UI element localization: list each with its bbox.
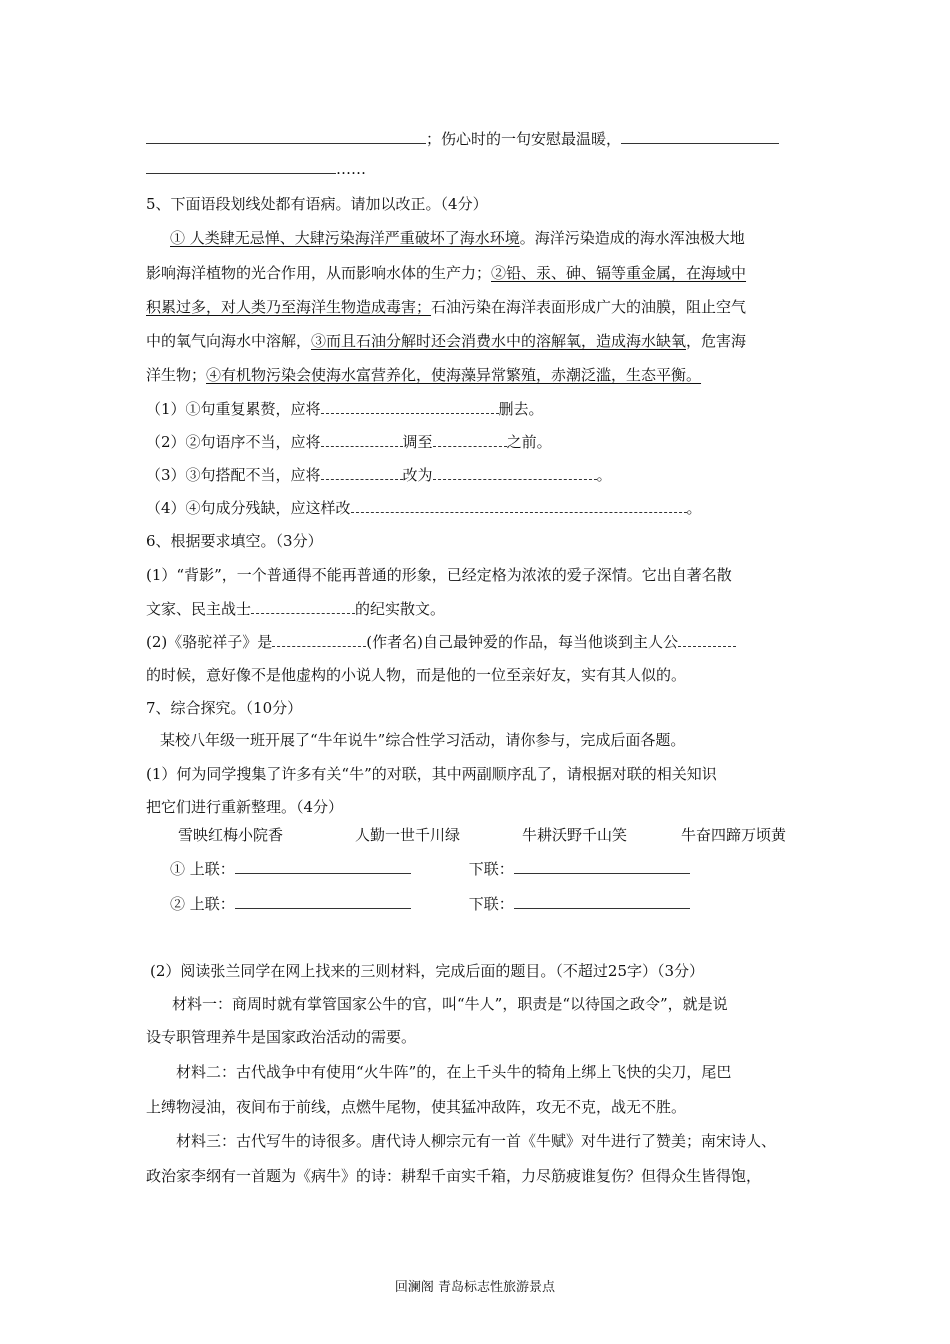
q7-part1-line: (1）何为同学搜集了许多有关“牛”的对联，其中两副顺序乱了，请根据对联的相关知识 (146, 765, 717, 783)
answer-blank[interactable] (351, 498, 687, 513)
answer-blank[interactable] (433, 465, 597, 480)
q5-para-line (146, 296, 806, 318)
answer-blank[interactable] (272, 632, 366, 647)
underlined-sentence-1: ① 人类肆无忌惮、大肆污染海洋严重破坏了海水环境 (170, 229, 520, 247)
q5-sub-2 (146, 431, 806, 453)
q6-line: (1）“背影”，一个普通得不能再普通的形象，已经定格为浓浓的爱子深情。它出自著名散 (146, 566, 732, 584)
q5-heading: 5、下面语段划线处都有语病。请加以改正。（4分） (146, 195, 488, 213)
answer-blank[interactable] (321, 432, 403, 447)
lower-label: 下联： (468, 860, 514, 878)
couplet-phrase: 雪映红梅小院香 (178, 826, 284, 844)
sub-text: （3）③句搭配不当，应将 (146, 466, 321, 484)
sub-text: 改为 (402, 466, 433, 484)
q7-heading: 7、综合探究。（10分） (146, 699, 303, 717)
q6-line (146, 598, 806, 620)
sub-text: （1）①句重复累赘，应将 (146, 400, 321, 418)
material-2-line: 上缚物浸油，夜间布于前线，点燃牛尾物，使其猛冲敌阵，攻无不克，战无不胜。 (146, 1098, 687, 1116)
upper-blank[interactable] (235, 859, 411, 874)
q5-sub-3 (146, 464, 806, 486)
material-1-line: 设专职管理养牛是国家政治活动的需要。 (146, 1028, 417, 1046)
answer-blank[interactable] (321, 465, 403, 480)
q5-para-line (146, 330, 806, 352)
couplet-answer-row-1 (170, 858, 830, 880)
q4-ellipsis: …… (336, 160, 366, 178)
sub-text: 。 (686, 499, 702, 517)
answer-blank[interactable] (146, 159, 336, 174)
para-text: 石油污染在海洋表面形成广大的油膜，阻止空气 (431, 298, 747, 316)
lower-blank[interactable] (514, 894, 690, 909)
couplet-phrase: 牛耕沃野千山笑 (522, 826, 628, 844)
q5-para-line (146, 364, 806, 386)
q7-intro: 某校八年级一班开展了“牛年说牛”综合性学习活动，请你参与，完成后面各题。 (160, 731, 686, 749)
material-2-line: 材料二：古代战争中有使用“火牛阵”的，在上千头牛的犄角上绑上飞快的尖刀，尾巴 (176, 1063, 732, 1081)
answer-blank[interactable] (146, 129, 426, 144)
q5-sub-4 (146, 497, 806, 519)
answer-blank[interactable] (678, 632, 736, 647)
sub-text: 之前。 (506, 433, 552, 451)
q5-para-line (170, 227, 806, 249)
upper-blank[interactable] (235, 894, 411, 909)
q6-line: 的时候，意好像不是他虚构的小说人物，而是他的一位至亲好友，实有其人似的。 (146, 666, 687, 684)
material-1-line: 材料一：商周时就有掌管国家公牛的官，叫“牛人”，职责是“以待国之政令”，就是说 (172, 995, 728, 1013)
q6-text: 的纪实散文。 (355, 600, 446, 618)
underlined-sentence-3: ③而且石油分解时还会消费水中的溶解氧，造成海水缺氧 (311, 332, 687, 350)
para-text: 中的氧气向海水中溶解， (146, 332, 312, 350)
para-text: 影响海洋植物的光合作用，从而影响水体的生产力； (146, 264, 492, 282)
underlined-sentence-2b: 积累过多，对人类乃至海洋生物造成毒害； (146, 298, 432, 316)
q5-sub-1 (146, 398, 806, 420)
sub-text: 。 (596, 466, 612, 484)
q6-heading: 6、根据要求填空。（3分） (146, 532, 323, 550)
page-footer: 回澜阁 青岛标志性旅游景点 (394, 1280, 556, 1295)
sub-text: （2）②句语序不当，应将 (146, 433, 321, 451)
q4-line-1 (146, 128, 806, 150)
q6-line (146, 631, 806, 653)
q6-text: 文家、民主战士 (146, 600, 252, 618)
answer-blank[interactable] (251, 599, 355, 614)
para-text: ，危害海 (686, 332, 747, 350)
q4-line-2 (146, 158, 806, 180)
answer-blank[interactable] (621, 129, 779, 144)
lower-label: 下联： (468, 895, 514, 913)
para-text: 。海洋污染造成的海水浑浊极大地 (519, 229, 745, 247)
para-text: 洋生物； (146, 366, 207, 384)
q6-text: (作者名)自己最钟爱的作品，每当他谈到主人公 (366, 633, 678, 651)
upper-label: ② 上联： (170, 895, 235, 913)
sub-text: 删去。 (498, 400, 544, 418)
lower-blank[interactable] (514, 859, 690, 874)
underlined-sentence-4: ④有机物污染会使海水富营养化，使海藻异常繁殖，赤潮泛滥，生态平衡。 (206, 366, 702, 384)
couplet-phrase: 人勤一世千川绿 (355, 826, 461, 844)
q6-text: (2)《骆驼祥子》是 (146, 633, 273, 651)
couplet-phrase: 牛奋四蹄万顷黄 (681, 826, 787, 844)
couplet-answer-row-2 (170, 893, 830, 915)
upper-label: ① 上联： (170, 860, 235, 878)
underlined-sentence-2: ②铅、汞、砷、镉等重金属，在海域中 (491, 264, 747, 282)
material-3-line: 材料三：古代写牛的诗很多。唐代诗人柳宗元有一首《牛赋》对牛进行了赞美；南宋诗人、 (176, 1132, 777, 1150)
q5-para-line (146, 262, 806, 284)
q7-part1-line: 把它们进行重新整理。（4分） (146, 798, 344, 816)
q4-text: ；伤心时的一句安慰最温暖， (426, 130, 622, 148)
sub-text: （4）④句成分残缺，应这样改 (146, 499, 351, 517)
material-3-line: 政治家李纲有一首题为《病牛》的诗：耕犁千亩实千箱，力尽筋疲谁复伤？但得众生皆得饱， (146, 1167, 762, 1185)
answer-blank[interactable] (433, 432, 507, 447)
sub-text: 调至 (402, 433, 433, 451)
answer-blank[interactable] (321, 399, 499, 414)
q7-part2-line: (2）阅读张兰同学在网上找来的三则材料，完成后面的题目。（不超过25字）（3分） (150, 962, 705, 980)
